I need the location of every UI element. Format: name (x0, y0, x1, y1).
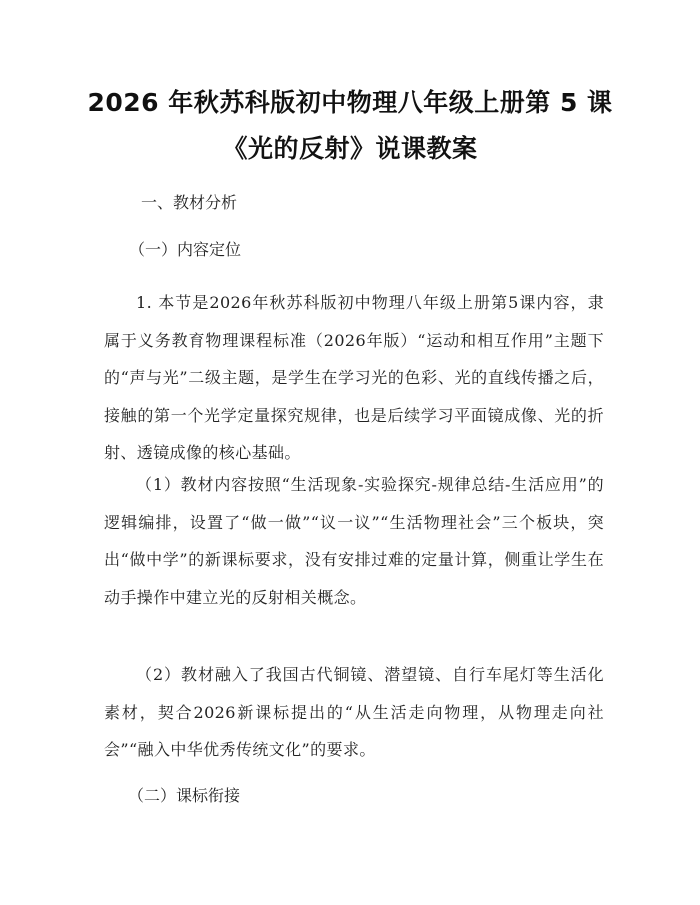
document-title-line-2: 《光的反射》说课教案 (222, 134, 478, 163)
document-title-line-1: 2026 年秋苏科版初中物理八年级上册第 5 课 (87, 88, 613, 117)
paragraph-cultural-materials: （2）教材融入了我国古代铜镜、潜望镜、自行车尾灯等生活化素材，契合2026新课标提出的“从生活走向物理，从物理走向社会”“融入中华优秀传统文化”的要求。 (104, 665, 604, 759)
subsection-heading-content-positioning: （一）内容定位 (129, 240, 242, 259)
subsection-heading-curriculum-link: （二）课标衔接 (128, 786, 241, 805)
paragraph-content-arrangement: （1）教材内容按照“生活现象-实验探究-规律总结-生活应用”的逻辑编排，设置了“做一做”“议一议”“生活物理社会”三个板块，突出“做中学”的新课标要求，没有安排过难的定量计算，侧重让学生在动手操作中建立光的反射相关概念。 (104, 475, 604, 607)
paragraph-lesson-overview: 1. 本节是2026年秋苏科版初中物理八年级上册第5课内容，隶属于义务教育物理课程标准（2026年版）“运动和相互作用”主题下的“声与光”二级主题，是学生在学习光的色彩、光的直线传播之后，接触的第一个光学定量探究规律，也是后续学习平面镜成像、光的折射、透镜成像的核心基础。 (104, 293, 604, 462)
section-heading-textbook-analysis: 一、教材分析 (141, 193, 238, 212)
